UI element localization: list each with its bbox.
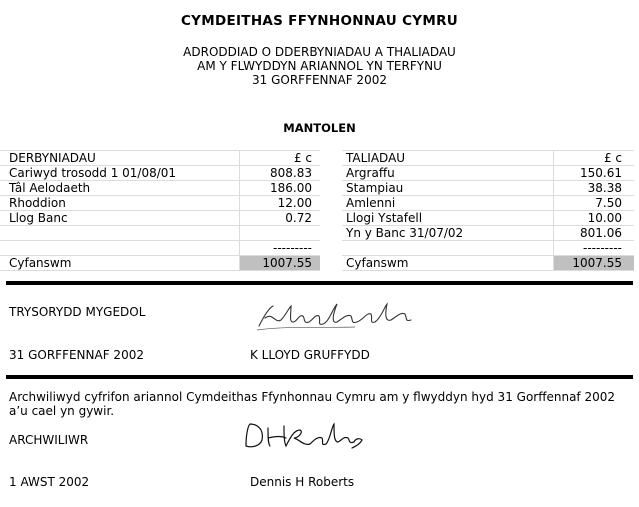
total-amount: 1007.55 (239, 256, 320, 270)
subtitle-line: 31 GORFFENNAF 2002 (252, 73, 387, 87)
row-label: Llog Banc (9, 211, 68, 225)
row-label: Yn y Banc 31/07/02 (346, 226, 464, 240)
currency-header: £ c (553, 151, 634, 165)
row-label: Amlenni (346, 196, 396, 210)
row-label: Rhoddion (9, 196, 66, 210)
row-label: Llogi Ystafell (346, 211, 423, 225)
subtitle-line: AM Y FLWYDDYN ARIANNOL YN TERFYNU (197, 59, 442, 73)
signature-image (238, 418, 368, 454)
row-label (0, 241, 239, 255)
document-title: CYMDEITHAS FFYNHONNAU CYMRU (180, 13, 459, 29)
row-label: Tâl Aelodaeth (9, 181, 91, 195)
auditor-name: Dennis H Roberts (250, 475, 355, 489)
row-label: Cariwyd trosodd 1 01/08/01 (9, 166, 177, 180)
table-row (0, 196, 320, 211)
table-row (342, 196, 634, 211)
section-divider (6, 375, 633, 379)
auditor-role: ARCHWILIWR (9, 433, 89, 447)
table-row (0, 241, 320, 256)
total-label: Cyfanswm (346, 256, 409, 270)
audit-statement-line: Archwiliwyd cyfrifon ariannol Cymdeithas Ffynhonnau Cymru am y flwyddyn hyd 31 Gorffennaf 2002 (9, 390, 616, 404)
row-amount (239, 226, 320, 240)
table-row (0, 211, 320, 226)
row-amount: 801.06 (553, 226, 634, 240)
payments-table (342, 150, 634, 271)
sum-rule: --------- (239, 241, 320, 255)
row-label: Argraffu (346, 166, 395, 180)
receipts-header: DERBYNIADAU (9, 151, 96, 165)
table-row (342, 166, 634, 181)
row-amount: 150.61 (553, 166, 634, 180)
row-amount: 7.50 (553, 196, 634, 210)
total-row (342, 256, 634, 271)
currency-header: £ c (239, 151, 320, 165)
table-row (342, 241, 634, 256)
row-amount: 10.00 (553, 211, 634, 225)
table-header-row (0, 150, 320, 166)
table-header-row (342, 150, 634, 166)
audit-statement-line: a’u cael yn gywir. (9, 404, 115, 418)
table-row (0, 166, 320, 181)
row-label (0, 226, 239, 240)
report-subtitle (0, 45, 639, 87)
payments-header: TALIADAU (346, 151, 406, 165)
treasurer-signature (255, 296, 425, 336)
table-row (342, 226, 634, 241)
row-amount: 12.00 (239, 196, 320, 210)
row-amount: 38.38 (553, 181, 634, 195)
table-row (342, 211, 634, 226)
balance-sheet-heading: MANTOLEN (283, 121, 356, 135)
treasurer-name: K LLOYD GRUFFYDD (250, 348, 370, 362)
table-row (0, 181, 320, 196)
row-label: Stampiau (346, 181, 404, 195)
receipts-table (0, 150, 320, 271)
total-amount: 1007.55 (553, 256, 634, 270)
row-amount: 0.72 (239, 211, 320, 225)
treasurer-role: TRYSORYDD MYGEDOL (9, 305, 146, 319)
table-row (342, 181, 634, 196)
row-amount: 186.00 (239, 181, 320, 195)
row-amount: 808.83 (239, 166, 320, 180)
total-label: Cyfanswm (9, 256, 72, 270)
table-row (0, 226, 320, 241)
treasurer-date: 31 GORFFENNAF 2002 (9, 348, 144, 362)
total-row (0, 256, 320, 271)
section-divider (6, 281, 633, 285)
subtitle-line: ADRODDIAD O DDERBYNIADAU A THALIADAU (183, 45, 456, 59)
auditor-signature (238, 418, 368, 454)
row-label (342, 241, 553, 255)
sum-rule: --------- (553, 241, 634, 255)
audit-date: 1 AWST 2002 (9, 475, 90, 489)
signature-image (255, 296, 425, 336)
